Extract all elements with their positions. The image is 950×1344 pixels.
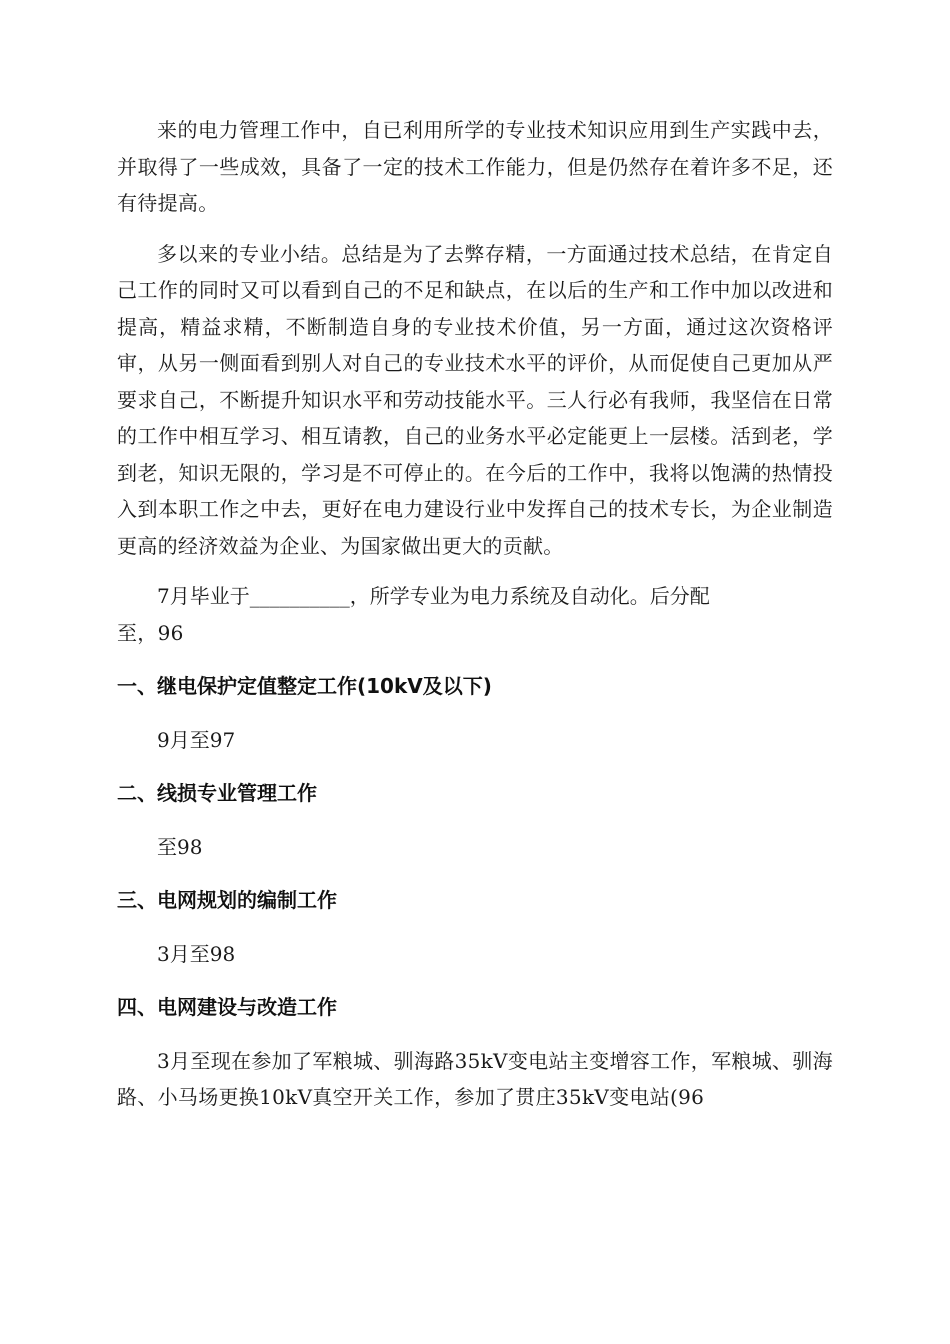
paragraph-period-1: 9月至97 [157,727,236,752]
paragraph-graduation [117,578,833,651]
graduation-text-b: ，所学专业为电力系统及自动化。后分配 [349,584,710,608]
graduation-line-2: 至，96 [117,620,184,645]
paragraph-period-3: 3月至98 [157,941,236,966]
heading-line-loss: 二、线损专业管理工作 [117,781,317,805]
paragraph-period-2: 至98 [157,834,203,859]
heading-relay-protection: 一、继电保护定值整定工作(10kV及以下) [117,674,492,698]
heading-grid-construction: 四、电网建设与改造工作 [117,995,337,1019]
graduation-line-1 [117,578,833,615]
document-body [117,112,833,1116]
graduation-text-a: 7月毕业于 [157,584,250,608]
heading-grid-planning: 三、电网规划的编制工作 [117,888,337,912]
paragraph-summary: 多以来的专业小结。总结是为了去弊存精，一方面通过技术总结，在肯定自己工作的同时又可以看到自己的不足和缺点，在以后的生产和工作中加以改进和提高，精益求精，不断制造自身的专业技术价值，另一方面，通过这次资格评审，从另一侧面看到别人对自己的专业技术水平的评价，从而促使自己更加从严要求自己，不断提升知识水平和劳动技能水平。三人行必有我师，我坚信在日常的工作中相互学习、相互请教，自己的业务水平必定能更上一层楼。活到老，学到老，知识无限的，学习是不可停止的。在今后的工作中，我将以饱满的热情投入到本职工作之中去，更好在电力建设行业中发挥自己的技术专长，为企业制造更高的经济效益为企业、为国家做出更大的贡献。 [117,241,833,558]
school-blank: __________ [249,584,350,608]
paragraph-intro: 来的电力管理工作中，自已利用所学的专业技术知识应用到生产实践中去，并取得了一些成效，具备了一定的技术工作能力，但是仍然存在着许多不足，还有待提高。 [117,118,833,215]
paragraph-construction: 3月至现在参加了军粮城、驯海路35kV变电站主变增容工作，军粮城、驯海路、小马场更换10kV真空开关工作，参加了贯庄35kV变电站(96 [117,1048,833,1109]
